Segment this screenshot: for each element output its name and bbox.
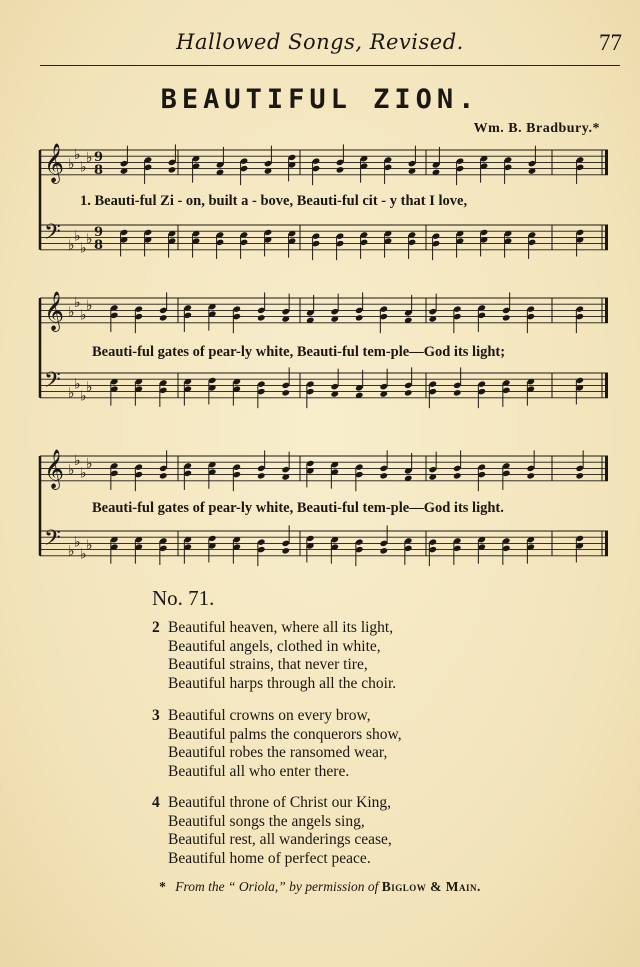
note-head	[502, 314, 511, 321]
verse-line	[152, 831, 392, 850]
note-head	[355, 314, 364, 321]
verse-4	[152, 794, 392, 868]
flat-icon: ♭	[80, 388, 87, 405]
flat-icon: ♭	[80, 307, 87, 324]
note-head	[404, 389, 413, 396]
note-head	[168, 166, 177, 173]
footnote-star: *	[159, 879, 166, 894]
verse-text: Beautiful home of perfect peace.	[168, 849, 371, 867]
lyric-line-2: Beauti-ful gates of pear-ly white, Beauti-ful tem-ple—God its light;	[92, 344, 506, 360]
verse-line	[152, 638, 396, 657]
time-signature-bottom: 8	[94, 163, 104, 178]
lyric-line-3: Beauti-ful gates of pear-ly white, Beauti-ful tem-ple—God its light.	[92, 500, 504, 516]
flat-icon: ♭	[74, 147, 81, 164]
verse-line	[152, 707, 402, 726]
flat-icon: ♭	[80, 546, 87, 563]
footnote-permission: by permission of	[289, 879, 379, 894]
verse-line	[152, 850, 392, 869]
time-signature-top: 9	[94, 150, 104, 165]
flat-icon: ♭	[86, 379, 93, 396]
verse-line	[152, 744, 402, 763]
footnote-from: From the	[175, 879, 225, 894]
footnote-source: “ Oriola,”	[227, 879, 286, 894]
verse-3	[152, 707, 402, 781]
running-title: Hallowed Songs, Revised.	[176, 30, 464, 54]
verse-number: 3	[152, 707, 160, 724]
note-head	[336, 166, 345, 173]
flat-icon: ♭	[68, 237, 75, 254]
footnote	[0, 879, 640, 895]
flat-icon: ♭	[80, 240, 87, 257]
flat-icon: ♭	[68, 543, 75, 560]
lyric-line-1: 1. Beauti-ful Zi - on, built a - bove, Beauti-ful cit - y that I love,	[80, 193, 468, 209]
header-rule	[40, 65, 620, 66]
bass-clef-icon: 𝄢	[44, 526, 61, 556]
verse-line	[152, 619, 396, 638]
verse-line	[152, 675, 396, 694]
note-head	[281, 547, 290, 554]
verse-text: Beautiful heaven, where all its light,	[168, 619, 394, 636]
treble-clef-icon: 𝄞	[44, 449, 65, 489]
hymn-number: No. 71.	[152, 586, 215, 610]
verse-line	[152, 726, 402, 745]
note-head	[379, 547, 388, 554]
verse-line	[152, 656, 396, 675]
composer-credit: Wm. B. Bradbury.*	[473, 121, 600, 136]
verse-text: Beautiful harps through all the choir.	[168, 674, 397, 692]
final-bar	[605, 225, 608, 250]
treble-clef-icon: 𝄞	[44, 291, 65, 331]
note-head	[159, 472, 168, 479]
verse-number: 4	[152, 794, 160, 811]
flat-icon: ♭	[68, 462, 75, 479]
treble-clef-icon: 𝄞	[44, 143, 65, 183]
flat-icon: ♭	[86, 150, 93, 167]
flat-icon: ♭	[74, 376, 81, 393]
verse-text: Beautiful palms the conquerors show,	[168, 725, 402, 743]
note-head	[257, 314, 266, 321]
verse-line	[152, 794, 392, 813]
note-head	[575, 472, 584, 479]
time-signature-bottom: 8	[94, 238, 104, 253]
flat-icon: ♭	[86, 231, 93, 248]
note-head	[453, 472, 462, 479]
note-head	[453, 389, 462, 396]
note-head	[159, 314, 168, 321]
verse-text: Beautiful strains, that never tire,	[168, 656, 368, 673]
final-bar	[605, 150, 608, 175]
verse-2	[152, 619, 396, 693]
flat-icon: ♭	[74, 295, 81, 312]
song-title: BEAUTIFUL ZION.	[160, 84, 480, 115]
note-head	[257, 472, 266, 479]
note-head	[526, 472, 535, 479]
flat-icon: ♭	[86, 456, 93, 473]
final-bar	[605, 456, 608, 481]
note-head	[379, 472, 388, 479]
time-signature-top: 9	[94, 225, 104, 240]
note-head	[281, 389, 290, 396]
flat-icon: ♭	[80, 159, 87, 176]
verse-text: Beautiful throne of Christ our King,	[168, 794, 391, 811]
verse-text: Beautiful crowns on every brow,	[168, 707, 371, 724]
flat-icon: ♭	[86, 298, 93, 315]
flat-icon: ♭	[86, 537, 93, 554]
flat-icon: ♭	[68, 156, 75, 173]
page-number: 77	[599, 30, 622, 55]
flat-icon: ♭	[74, 228, 81, 245]
flat-icon: ♭	[68, 304, 75, 321]
verse-number: 2	[152, 619, 160, 636]
footnote-publisher: Biglow & Main.	[381, 879, 481, 894]
verse-text: Beautiful songs the angels sing,	[168, 812, 365, 830]
verse-text: Beautiful all who enter there.	[168, 762, 350, 780]
final-bar	[605, 298, 608, 323]
verse-text: Beautiful robes the ransomed wear,	[168, 744, 388, 761]
verse-text: Beautiful angels, clothed in white,	[168, 637, 381, 655]
flat-icon: ♭	[74, 534, 81, 551]
running-head	[0, 30, 640, 58]
bass-clef-icon: 𝄢	[44, 220, 61, 250]
final-bar	[605, 373, 608, 398]
final-bar	[605, 531, 608, 556]
verse-text: Beautiful rest, all wanderings cease,	[168, 831, 392, 848]
bass-clef-icon: 𝄢	[44, 368, 61, 398]
flat-icon: ♭	[68, 385, 75, 402]
verse-line	[152, 813, 392, 832]
flat-icon: ♭	[80, 465, 87, 482]
flat-icon: ♭	[74, 453, 81, 470]
verse-line	[152, 763, 402, 782]
